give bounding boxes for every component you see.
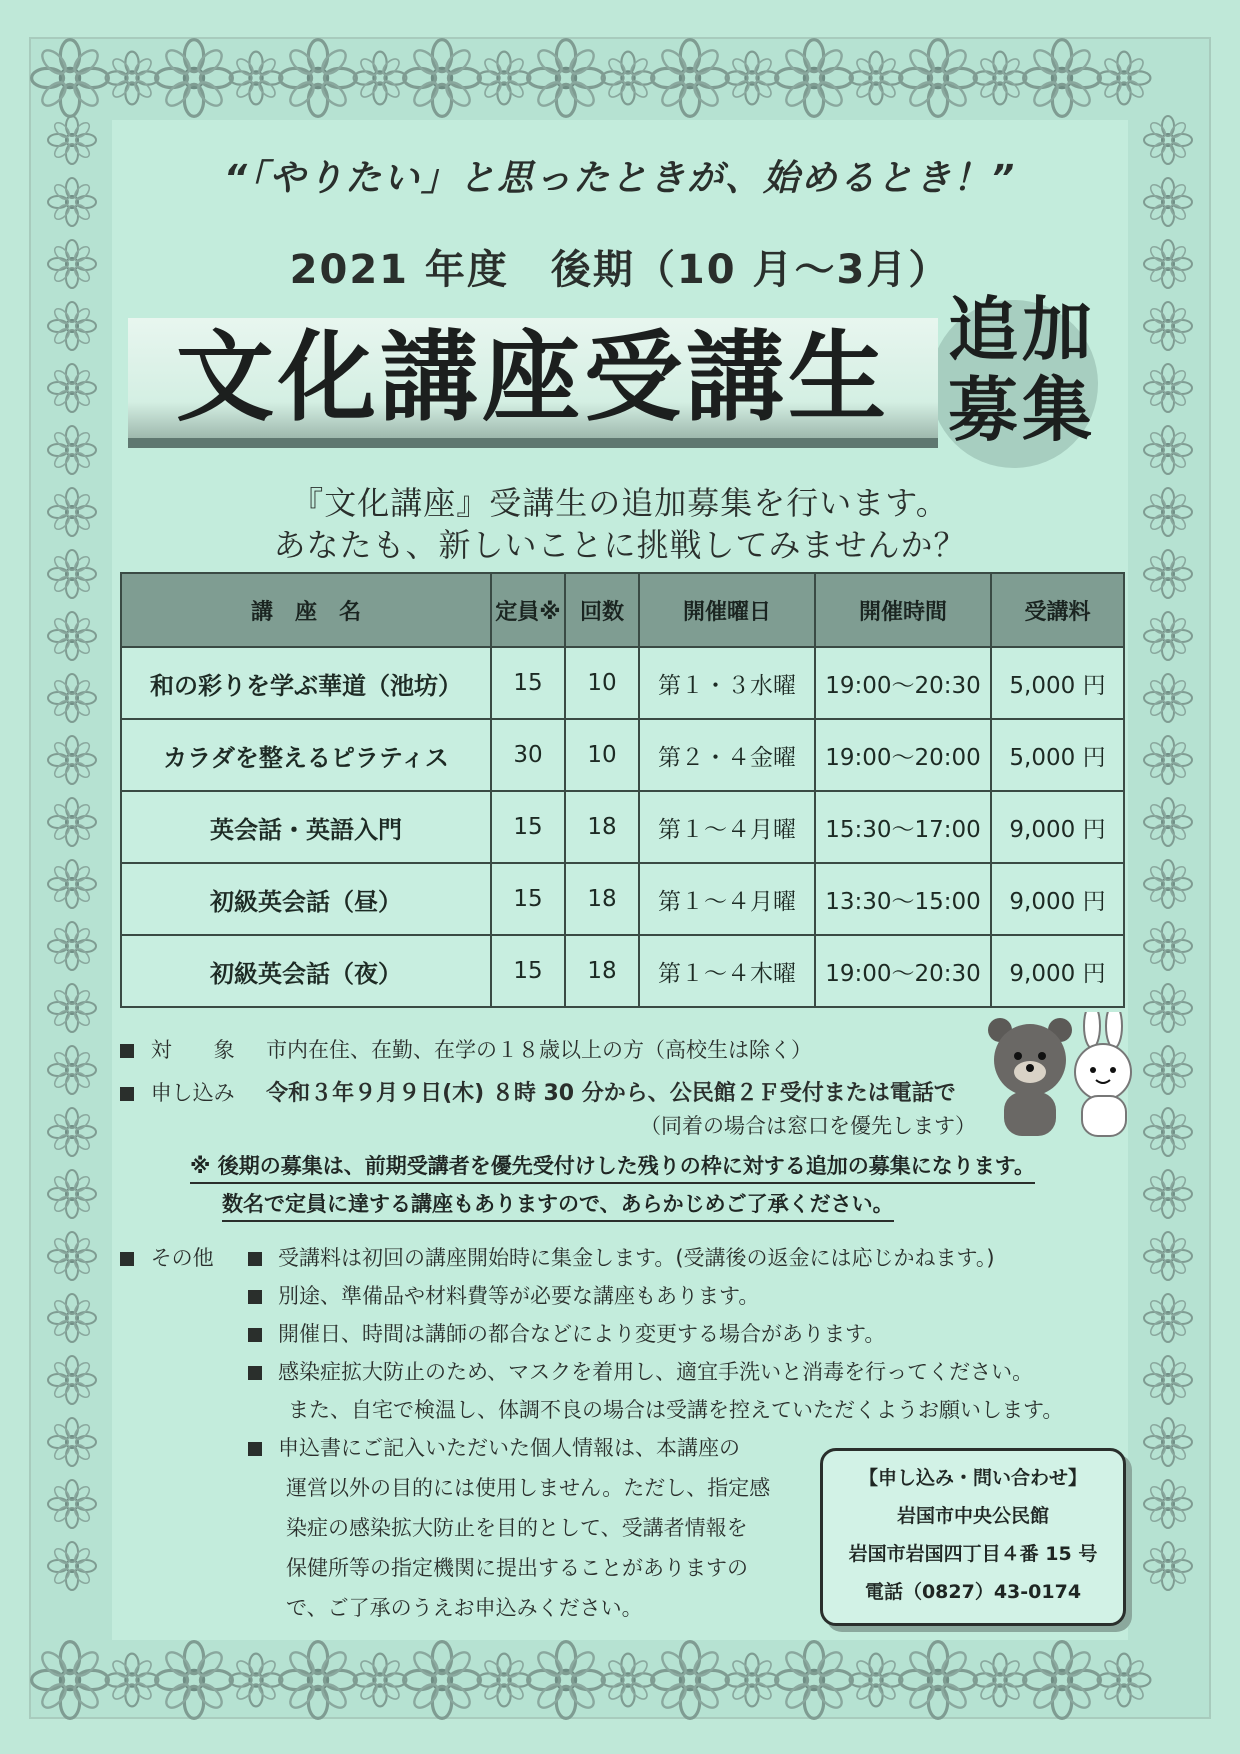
course-fee: 9,000 円	[991, 935, 1124, 1007]
other-row	[120, 1242, 214, 1272]
table-row	[121, 791, 1124, 863]
course-fee: 5,000 円	[991, 647, 1124, 719]
course-capacity: 15	[491, 935, 565, 1007]
apply-text: 令和３年９月９日(木) ８時 30 分から、公民館２Ｆ受付または電話で	[266, 1081, 956, 1106]
course-capacity: 15	[491, 791, 565, 863]
apply-note: （同着の場合は窓口を優先します）	[640, 1114, 976, 1138]
privacy-text: 申込書にご記入いただいた個人情報は、本講座の	[278, 1436, 740, 1460]
course-name: 初級英会話（昼）	[121, 863, 491, 935]
other-item-2	[248, 1280, 759, 1310]
course-name: 初級英会話（夜）	[121, 935, 491, 1007]
other-item-4	[248, 1356, 1033, 1386]
header-sessions: 回数	[565, 573, 639, 647]
other-item-3	[248, 1318, 885, 1348]
course-capacity: 15	[491, 863, 565, 935]
course-fee: 5,000 円	[991, 719, 1124, 791]
square-bullet-icon	[120, 1087, 134, 1101]
course-sessions: 10	[565, 647, 639, 719]
notice-line-2: 数名で定員に達する講座もありますので、あらかじめご了承ください。	[222, 1188, 894, 1222]
page-title: 文化講座受講生	[175, 321, 890, 435]
contact-phone[interactable]: 電話（0827）43-0174	[864, 1581, 1082, 1603]
course-name: カラダを整えるピラティス	[121, 719, 491, 791]
course-name: 和の彩りを学ぶ華道（池坊）	[121, 647, 491, 719]
square-bullet-icon	[120, 1044, 134, 1058]
course-weekday: 第１～４月曜	[639, 791, 815, 863]
table-row	[121, 719, 1124, 791]
course-capacity: 30	[491, 719, 565, 791]
header-fee: 受講料	[991, 573, 1124, 647]
term-heading: 2021 年度 後期（10 月～3月）	[289, 247, 951, 293]
header-course-name: 講 座 名	[121, 573, 491, 647]
header-capacity: 定員※	[491, 573, 565, 647]
privacy-line-2: 運営以外の目的には使用しません。ただし、指定感	[286, 1476, 771, 1500]
course-time: 19:00～20:30	[815, 935, 991, 1007]
other-item-text: 開催日、時間は講師の都合などにより変更する場合があります。	[278, 1322, 886, 1346]
intro-line-1: 『文化講座』受講生の追加募集を行います。	[291, 484, 949, 522]
table-header-row	[121, 573, 1124, 647]
course-weekday: 第２・４金曜	[639, 719, 815, 791]
square-bullet-icon	[248, 1252, 262, 1266]
privacy-line-4: 保健所等の指定機関に提出することがありますの	[286, 1556, 748, 1580]
apply-label: 申し込み	[150, 1081, 235, 1105]
course-time: 19:00～20:30	[815, 647, 991, 719]
other-item-text: 別途、準備品や材料費等が必要な講座もあります。	[278, 1284, 760, 1308]
target-row	[120, 1034, 812, 1064]
square-bullet-icon	[248, 1290, 262, 1304]
course-sessions: 18	[565, 935, 639, 1007]
course-capacity: 15	[491, 647, 565, 719]
course-time: 15:30～17:00	[815, 791, 991, 863]
other-item-4-cont: また、自宅で検温し、体調不良の場合は受講を控えていただくようお願いします。	[288, 1398, 1064, 1422]
intro-line-2: あなたも、新しいことに挑戦してみませんか？	[273, 526, 967, 564]
contact-org: 岩国市中央公民館	[896, 1505, 1049, 1527]
square-bullet-icon	[248, 1366, 262, 1380]
other-item-text: 感染症拡大防止のため、マスクを着用し、適宜手洗いと消毒を行ってください。	[278, 1360, 1034, 1384]
other-item-text: 受講料は初回の講座開始時に集金します。(受講後の返金には応じかねます。)	[278, 1246, 995, 1270]
badge-line-1: 追加	[948, 289, 1096, 371]
course-time: 13:30～15:00	[815, 863, 991, 935]
target-text: 市内在住、在勤、在学の１８歳以上の方（高校生は除く）	[266, 1038, 813, 1062]
privacy-line-5: で、ご了承のうえお申込みください。	[286, 1596, 643, 1620]
contact-address: 岩国市岩国四丁目４番 15 号	[848, 1543, 1098, 1565]
bear-rabbit-mascot-icon	[980, 1012, 1150, 1142]
course-weekday: 第１～４月曜	[639, 863, 815, 935]
square-bullet-icon	[248, 1328, 262, 1342]
contact-heading: 【申し込み・問い合わせ】	[858, 1467, 1087, 1489]
course-sessions: 18	[565, 791, 639, 863]
table-row	[121, 863, 1124, 935]
course-table	[120, 572, 1125, 1008]
header-weekday: 開催曜日	[639, 573, 815, 647]
apply-row	[120, 1076, 956, 1107]
table-row	[121, 935, 1124, 1007]
course-fee: 9,000 円	[991, 791, 1124, 863]
course-sessions: 18	[565, 863, 639, 935]
course-fee: 9,000 円	[991, 863, 1124, 935]
course-sessions: 10	[565, 719, 639, 791]
other-item-1	[248, 1242, 995, 1272]
contact-box	[820, 1448, 1126, 1626]
badge-line-2: 募集	[948, 369, 1096, 451]
course-name: 英会話・英語入門	[121, 791, 491, 863]
course-weekday: 第１・３水曜	[639, 647, 815, 719]
target-label: 対 象	[150, 1038, 235, 1062]
privacy-line-1	[248, 1432, 740, 1462]
square-bullet-icon	[248, 1442, 262, 1456]
notice-line-1: ※ 後期の募集は、前期受講者を優先受付けした残りの枠に対する追加の募集になります。	[190, 1150, 1035, 1184]
course-weekday: 第１～４木曜	[639, 935, 815, 1007]
privacy-line-3: 染症の感染拡大防止を目的として、受講者情報を	[286, 1516, 748, 1540]
other-label: その他	[150, 1246, 214, 1270]
course-time: 19:00～20:00	[815, 719, 991, 791]
table-row	[121, 647, 1124, 719]
slogan: “「やりたい」と思ったときが、始めるとき！”	[223, 158, 1017, 199]
square-bullet-icon	[120, 1252, 134, 1266]
header-time: 開催時間	[815, 573, 991, 647]
